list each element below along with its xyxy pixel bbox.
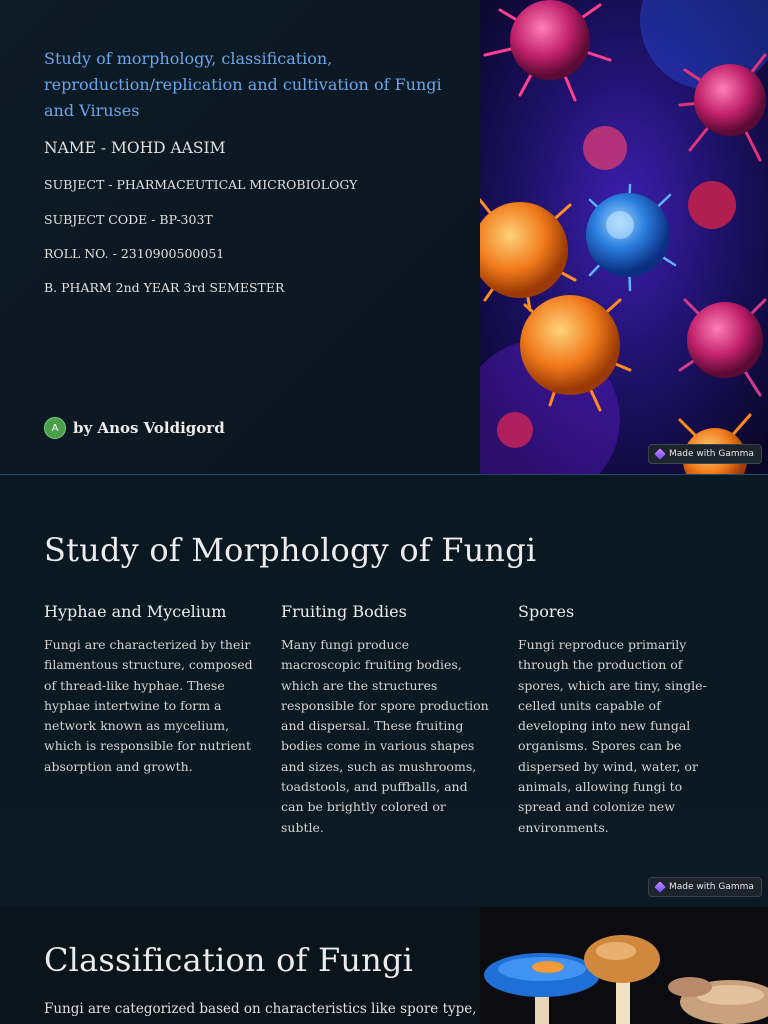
- column-text: Many fungi produce macroscopic fruiting bodies, which are the structures responsible for spore production and dispersal. These fruiting bodies come in various shapes and sizes, such as mushrooms, toadstools, and puffballs, and can be brightly colored or subtle.: [281, 637, 489, 835]
- column-text: Fungi are characterized by their filamentous structure, composed of thread-like hyphae. These hyphae intertwine to form a network known as mycelium, which is responsible for nutrient absorption and growth.: [44, 637, 253, 774]
- made-with-gamma-badge[interactable]: [648, 444, 762, 464]
- roll-number: ROLL NO. - 2310900500051: [44, 246, 225, 261]
- made-with-gamma-badge[interactable]: [648, 877, 762, 897]
- column-hyphae: [44, 602, 254, 777]
- gamma-logo-icon: [654, 881, 665, 892]
- column-title: Spores: [518, 602, 575, 621]
- virus-illustration-icon: [480, 0, 768, 474]
- gamma-logo-icon: [654, 448, 665, 459]
- mushroom-illustration-icon: [480, 907, 768, 1024]
- badge-label: Made with Gamma: [669, 882, 754, 892]
- morphology-slide: [0, 475, 768, 907]
- author-name: by Anos Voldigord: [73, 419, 225, 437]
- slide-intro: Fungi are categorized based on characteristics like spore type,: [44, 1001, 477, 1017]
- slide-heading: Classification of Fungi: [44, 941, 414, 979]
- title-slide: [0, 0, 768, 475]
- semester: B. PHARM 2nd YEAR 3rd SEMESTER: [44, 280, 285, 295]
- badge-label: Made with Gamma: [669, 449, 754, 459]
- student-name: NAME - MOHD AASIM: [44, 139, 226, 157]
- subject: SUBJECT - PHARMACEUTICAL MICROBIOLOGY: [44, 177, 358, 192]
- avatar: A: [44, 417, 66, 439]
- subject-code: SUBJECT CODE - BP-303T: [44, 212, 213, 227]
- column-spores: [518, 602, 718, 838]
- slide-heading: Study of Morphology of Fungi: [44, 531, 537, 569]
- column-title: Hyphae and Mycelium: [44, 602, 227, 621]
- column-text: Fungi reproduce primarily through the production of spores, which are tiny, single-celled units capable of developing into new fungal organisms. Spores can be dispersed by wind, water, or animals, allowing fungi to spread and colonize new environments.: [518, 637, 707, 835]
- classification-slide: [0, 907, 768, 1024]
- author: [44, 417, 225, 439]
- column-fruiting-bodies: [281, 602, 491, 838]
- presentation-title: Study of morphology, classification, reproduction/replication and cultivation of Fungi and Viruses: [44, 49, 442, 120]
- column-title: Fruiting Bodies: [281, 602, 407, 621]
